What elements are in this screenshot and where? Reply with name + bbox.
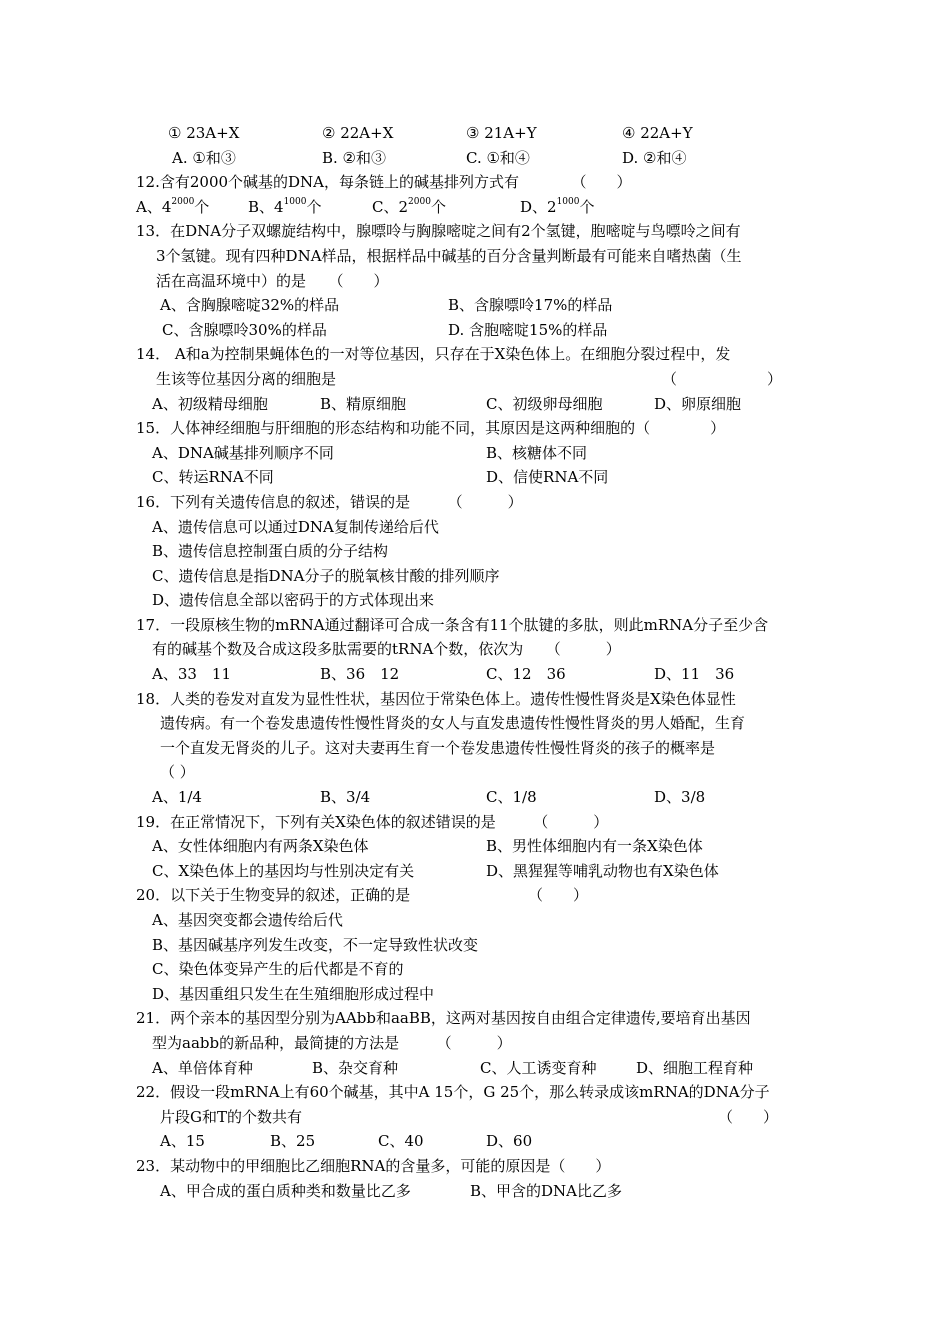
q18-options <box>136 785 826 810</box>
q21-option-b: B、杂交育种 <box>312 1058 399 1077</box>
q22-stem-line: 22．假设一段mRNA上有60个碱基，其中A 15个，G 25个，那么转录成该mRNA的DNA分子 <box>136 1083 770 1102</box>
q22-options <box>136 1129 826 1154</box>
q23-stem: 23．某动物中的甲细胞比乙细胞RNA的含量多，可能的原因是（ ） <box>136 1156 611 1175</box>
q14-stem-line: 14． A和a为控制果蝇体色的一对等位基因，只存在于X染色体上。在细胞分裂过程中，发 <box>136 345 731 364</box>
q17-option-d: D、11 36 <box>654 665 735 684</box>
q14-option-b: B、精原细胞 <box>320 394 407 413</box>
q20-option-c: C、染色体变异产生的后代都是不育的 <box>152 960 404 979</box>
q19-option-c: C、X染色体上的基因均与性别决定有关 <box>152 861 415 880</box>
q19-stem: 19．在正常情况下，下列有关X染色体的叙述错误的是 （ ） <box>136 812 609 831</box>
q15-stem: 15．人体神经细胞与肝细胞的形态结构和功能不同，其原因是这两种细胞的（ ） <box>136 419 726 438</box>
q12-option-c: C、$2^{2000}$个 <box>372 196 446 216</box>
q15-option-a: A、DNA碱基排列顺序不同 <box>152 443 334 462</box>
q11-choice-4: ④ 22A+Y <box>622 124 693 142</box>
q14-option-a: A、初级精母细胞 <box>152 394 268 413</box>
q14-stem-line: 生该等位基因分离的细胞是 （ ） <box>136 367 826 392</box>
q22-option-a: A、15 <box>160 1132 205 1151</box>
q15-options-row2 <box>136 465 826 490</box>
q21-options <box>136 1056 826 1081</box>
q12-option-d: D、$2^{1000}$个 <box>520 196 595 216</box>
q18-stem-line: 遗传病。有一个卷发患遗传性慢性肾炎的女人与直发患遗传性慢性肾炎的男人婚配，生育 <box>160 714 746 733</box>
q21-stem-line: 型为aabb的新品种，最简捷的方法是 （ ） <box>152 1033 512 1052</box>
q13-options-row2 <box>136 318 826 343</box>
q13-option-b: B、含腺嘌呤17%的样品 <box>448 296 613 315</box>
q21-stem-line: 21．两个亲本的基因型分别为AAbb和aaBB，这两对基因按自由组合定律遗传,要培育出基因 <box>136 1009 751 1028</box>
question-list <box>136 121 826 1203</box>
q18-option-d: D、3/8 <box>654 788 706 807</box>
q11-choice-1: ① 23A+X <box>168 124 240 142</box>
q16-option-c: C、遗传信息是指DNA分子的脱氧核甘酸的排列顺序 <box>152 566 500 585</box>
q20-answer-paren: （ ） <box>528 886 589 905</box>
q21-option-d: D、细胞工程育种 <box>636 1058 754 1077</box>
q16-option-a: A、遗传信息可以通过DNA复制传递给后代 <box>152 517 439 536</box>
q16-stem: 16．下列有关遗传信息的叙述，错误的是 （ ） <box>136 492 523 511</box>
q21-option-a: A、单倍体育种 <box>152 1058 253 1077</box>
q20-option-d: D、基因重组只发生在生殖细胞形成过程中 <box>152 984 435 1003</box>
q13-stem-line: 13．在DNA分子双螺旋结构中，腺嘌呤与胸腺嘧啶之间有2个氢键，胞嘧啶与鸟嘌呤之间有 <box>136 222 741 241</box>
q14-option-d: D、卵原细胞 <box>654 394 742 413</box>
q20-option-a: A、基因突变都会遗传给后代 <box>152 911 343 929</box>
q18-stem-line: 一个直发无肾炎的儿子。这对夫妻再生育一个卷发患遗传性慢性肾炎的孩子的概率是 <box>160 738 716 757</box>
q11-option-a: A. ①和③ <box>172 148 236 167</box>
q16-option-d: D、遗传信息全部以密码于的方式体现出来 <box>152 591 435 610</box>
q15-option-b: B、核糖体不同 <box>486 443 588 462</box>
q11-choice-3: ③ 21A+Y <box>466 124 537 142</box>
q19-option-b: B、男性体细胞内有一条X染色体 <box>486 837 703 856</box>
q23-option-a: A、甲合成的蛋白质种类和数量比乙多 <box>160 1181 411 1200</box>
q19-option-a: A、女性体细胞内有两条X染色体 <box>152 837 369 856</box>
q13-options-row1 <box>136 293 826 318</box>
q11-option-c: C. ①和④ <box>466 148 530 167</box>
q15-option-c: C、转运RNA不同 <box>152 468 274 487</box>
q17-option-c: C、12 36 <box>486 665 566 684</box>
q17-stem-line: 有的碱基个数及合成这段多肽需要的tRNA个数，依次为 （ ） <box>152 640 621 659</box>
q15-option-d: D、信使RNA不同 <box>486 468 609 487</box>
q19-option-d: D、黑猩猩等哺乳动物也有X染色体 <box>486 861 719 880</box>
q15-options-row1 <box>136 441 826 466</box>
q12-options <box>136 195 826 220</box>
q11-option-b: B. ②和③ <box>322 148 387 167</box>
q18-option-c: C、1/8 <box>486 788 537 807</box>
q13-option-a: A、含胸腺嘧啶32%的样品 <box>160 296 340 315</box>
q13-stem-line: 3个氢键。现有四种DNA样品，根据样品中碱基的百分含量判断最有可能来自嗜热菌（生 <box>156 246 742 265</box>
q14-answer-paren: （ ） <box>662 369 783 388</box>
q22-option-b: B、25 <box>270 1132 316 1151</box>
q14-options <box>136 392 826 417</box>
q19-options-row2 <box>136 859 826 884</box>
q23-options-row1 <box>136 1179 826 1204</box>
q17-options <box>136 662 826 687</box>
q22-option-c: C、40 <box>378 1132 424 1151</box>
q22-answer-paren: （ ） <box>718 1107 779 1126</box>
q11-choice-2: ② 22A+X <box>322 124 394 142</box>
q13-option-c: C、含腺嘌呤30%的样品 <box>162 320 327 339</box>
q18-answer-paren: （ ） <box>160 763 195 782</box>
q22-option-d: D、60 <box>486 1132 533 1151</box>
q23-option-b: B、甲含的DNA比乙多 <box>470 1181 623 1200</box>
q13-stem-line: 活在高温环境中）的是 （ ） <box>156 271 389 290</box>
q17-option-b: B、36 12 <box>320 665 400 684</box>
q21-option-c: C、人工诱变育种 <box>480 1058 597 1077</box>
q17-option-a: A、33 11 <box>152 665 232 684</box>
q14-option-c: C、初级卵母细胞 <box>486 394 603 413</box>
q17-stem-line: 17．一段原核生物的mRNA通过翻译可合成一条含有11个肽键的多肽，则此mRNA分子至少含 <box>136 615 769 634</box>
q20-option-b: B、基因碱基序列发生改变，不一定导致性状改变 <box>152 935 479 954</box>
q11-option-d: D. ②和④ <box>622 148 687 167</box>
q22-stem-line: 片段G和T的个数共有 （ ） <box>136 1105 826 1130</box>
q16-option-b: B、遗传信息控制蛋白质的分子结构 <box>152 542 389 561</box>
q18-option-b: B、3/4 <box>320 788 371 807</box>
q12-option-b: B、$4^{1000}$个 <box>248 196 322 216</box>
q11-choices <box>136 121 826 146</box>
q13-option-d: D. 含胞嘧啶15%的样品 <box>448 320 608 339</box>
q12-stem: 12.含有2000个碱基的DNA，每条链上的碱基排列方式有 （ ） <box>136 173 632 192</box>
q11-options <box>136 146 826 171</box>
q18-stem-line: 18．人类的卷发对直发为显性性状，基因位于常染色体上。遗传性慢性肾炎是X染色体显性 <box>136 689 736 708</box>
q19-options-row1 <box>136 834 826 859</box>
q18-option-a: A、1/4 <box>152 788 202 807</box>
q12-option-a: A、$4^{2000}$个 <box>136 196 210 216</box>
q20-stem: 20．以下关于生物变异的叙述，正确的是 （ ） <box>136 883 826 908</box>
